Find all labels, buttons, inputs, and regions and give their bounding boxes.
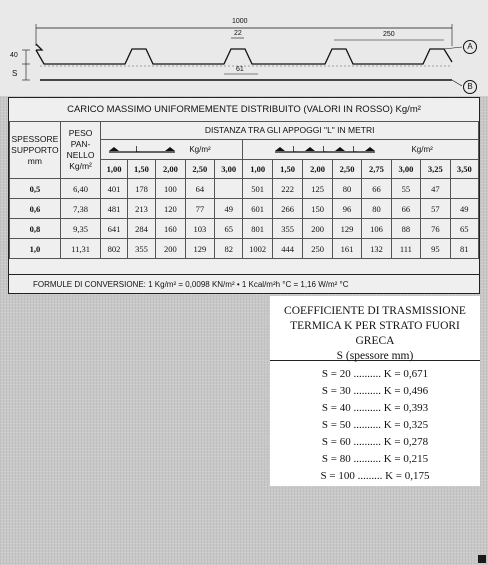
single-span-value: 1,00 xyxy=(101,160,127,179)
header-weight-line2: PAN- xyxy=(70,139,91,149)
header-weight-line3: NELLO xyxy=(66,150,95,160)
load-cell: 66 xyxy=(362,179,391,199)
load-cell: 77 xyxy=(185,199,214,219)
load-cell: 47 xyxy=(421,179,450,199)
load-cell: 100 xyxy=(156,179,185,199)
thickness-cell: 1,0 xyxy=(10,239,61,259)
single-span-diagram xyxy=(101,140,243,160)
load-cell: 66 xyxy=(391,199,420,219)
table-row xyxy=(10,219,479,239)
load-cell: 1002 xyxy=(243,239,272,259)
crest-width-value: 22 xyxy=(234,30,242,37)
k-title-line3: S (spessore mm) xyxy=(336,350,414,362)
distance-header: DISTANZA TRA GLI APPOGGI "L" IN METRI xyxy=(101,122,479,140)
load-cell: 129 xyxy=(332,219,361,239)
weight-cell: 9,35 xyxy=(60,219,101,239)
multi-span-l-label-2: L xyxy=(322,144,327,154)
thickness-cell: 0,5 xyxy=(10,179,61,199)
load-cell: 284 xyxy=(127,219,155,239)
multi-span-l-label-3: L xyxy=(352,144,357,154)
load-cell: 355 xyxy=(272,219,302,239)
load-cell: 129 xyxy=(185,239,214,259)
load-cell: 132 xyxy=(362,239,391,259)
single-span-value: 2,00 xyxy=(156,160,185,179)
load-cell: 150 xyxy=(303,199,332,219)
single-span-value: 2,50 xyxy=(185,160,214,179)
load-cell: 250 xyxy=(303,239,332,259)
header-thickness xyxy=(10,122,61,179)
list-item: S = 40 .......... K = 0,393 xyxy=(321,402,429,414)
load-cell: 57 xyxy=(421,199,450,219)
thickness-cell: 0,6 xyxy=(10,199,61,219)
load-cell: 65 xyxy=(215,219,243,239)
list-item: S = 30 .......... K = 0,496 xyxy=(321,385,429,397)
k-panel-header xyxy=(270,296,480,361)
conversion-formula: FORMULE DI CONVERSIONE: 1 Kg/m² = 0,0098 KN/m² • 1 Kcal/m²h °C = 1,16 W/m² °C xyxy=(9,274,479,293)
table-row xyxy=(10,199,479,219)
load-cell: 200 xyxy=(156,239,185,259)
multi-span-unit: Kg/m² xyxy=(411,144,433,154)
multi-span-value: 1,50 xyxy=(272,160,302,179)
corner-mark xyxy=(478,555,486,563)
multi-span-value: 3,50 xyxy=(450,160,478,179)
load-cell: 222 xyxy=(272,179,302,199)
label-a-circle: A xyxy=(463,40,477,54)
load-cell: 161 xyxy=(332,239,361,259)
load-cell xyxy=(450,179,478,199)
load-cell: 111 xyxy=(391,239,420,259)
multi-span-diagram xyxy=(243,140,479,160)
multi-span-value: 3,25 xyxy=(421,160,450,179)
load-cell: 120 xyxy=(156,199,185,219)
single-span-value: 3,00 xyxy=(215,160,243,179)
load-cell: 81 xyxy=(450,239,478,259)
list-item: S = 100 ......... K = 0,175 xyxy=(320,470,430,482)
header-thickness-line2: SUPPORTO xyxy=(11,144,59,155)
multi-span-value: 2,75 xyxy=(362,160,391,179)
load-cell: 501 xyxy=(243,179,272,199)
table-row xyxy=(10,179,479,199)
load-cell: 213 xyxy=(127,199,155,219)
header-weight xyxy=(60,122,101,179)
load-cell: 160 xyxy=(156,219,185,239)
base-width-value: 61 xyxy=(236,66,244,73)
load-cell: 76 xyxy=(421,219,450,239)
load-cell: 802 xyxy=(101,239,127,259)
label-b-circle: B xyxy=(463,80,477,94)
load-cell: 95 xyxy=(421,239,450,259)
multi-span-value: 3,00 xyxy=(391,160,420,179)
load-table xyxy=(8,97,480,294)
load-cell: 125 xyxy=(303,179,332,199)
load-cell: 80 xyxy=(362,199,391,219)
load-cell: 80 xyxy=(332,179,361,199)
weight-cell: 11,31 xyxy=(60,239,101,259)
single-span-value: 1,50 xyxy=(127,160,155,179)
header-thickness-line3: mm xyxy=(27,155,42,166)
list-item: S = 20 .......... K = 0,671 xyxy=(321,368,429,380)
total-width-value: 1000 xyxy=(232,18,248,25)
load-cell: 200 xyxy=(303,219,332,239)
single-span-l-label: L xyxy=(135,144,140,154)
k-coefficient-panel xyxy=(270,296,480,486)
load-cell: 641 xyxy=(101,219,127,239)
load-cell: 355 xyxy=(127,239,155,259)
load-cell: 178 xyxy=(127,179,155,199)
table-row xyxy=(10,239,479,259)
load-cell: 103 xyxy=(185,219,214,239)
k-title-line2: TERMICA K PER STRATO FUORI GRECA xyxy=(290,320,460,347)
load-cell: 401 xyxy=(101,179,127,199)
multi-span-l-label-1: L xyxy=(292,144,297,154)
header-thickness-line1: SPESSORE xyxy=(11,133,59,144)
load-data-grid xyxy=(9,121,479,259)
thickness-cell: 0,8 xyxy=(10,219,61,239)
profile-section-svg xyxy=(0,0,488,96)
load-cell: 64 xyxy=(185,179,214,199)
thickness-symbol: S xyxy=(12,69,18,78)
load-cell xyxy=(215,179,243,199)
load-cell: 82 xyxy=(215,239,243,259)
profile-height-value: 40 xyxy=(10,52,18,59)
k-title-line1: COEFFICIENTE DI TRASMISSIONE xyxy=(284,305,466,317)
multi-span-value: 1,00 xyxy=(243,160,272,179)
load-cell: 65 xyxy=(450,219,478,239)
header-weight-line4: Kg/m² xyxy=(69,161,92,171)
load-cell: 801 xyxy=(243,219,272,239)
list-item: S = 50 .......... K = 0,325 xyxy=(321,419,429,431)
load-cell: 106 xyxy=(362,219,391,239)
header-weight-line1: PESO xyxy=(68,128,93,138)
k-value-list xyxy=(270,366,480,485)
load-cell: 55 xyxy=(391,179,420,199)
load-cell: 444 xyxy=(272,239,302,259)
load-cell: 481 xyxy=(101,199,127,219)
single-span-svg xyxy=(105,143,243,157)
load-cell: 266 xyxy=(272,199,302,219)
load-table-title: CARICO MASSIMO UNIFORMEMENTE DISTRIBUITO (VALORI IN ROSSO) Kg/m² xyxy=(9,98,479,122)
single-span-unit: Kg/m² xyxy=(189,144,211,154)
weight-cell: 6,40 xyxy=(60,179,101,199)
profile-drawing xyxy=(0,0,488,96)
load-cell: 49 xyxy=(450,199,478,219)
multi-span-value: 2,50 xyxy=(332,160,361,179)
load-cell: 96 xyxy=(332,199,361,219)
load-cell: 49 xyxy=(215,199,243,219)
multi-span-value: 2,00 xyxy=(303,160,332,179)
list-item: S = 60 .......... K = 0,278 xyxy=(321,436,429,448)
multi-span-svg xyxy=(247,143,478,157)
pitch-value: 250 xyxy=(383,31,395,38)
list-item: S = 80 .......... K = 0,215 xyxy=(321,453,429,465)
load-cell: 88 xyxy=(391,219,420,239)
load-cell: 601 xyxy=(243,199,272,219)
weight-cell: 7,38 xyxy=(60,199,101,219)
